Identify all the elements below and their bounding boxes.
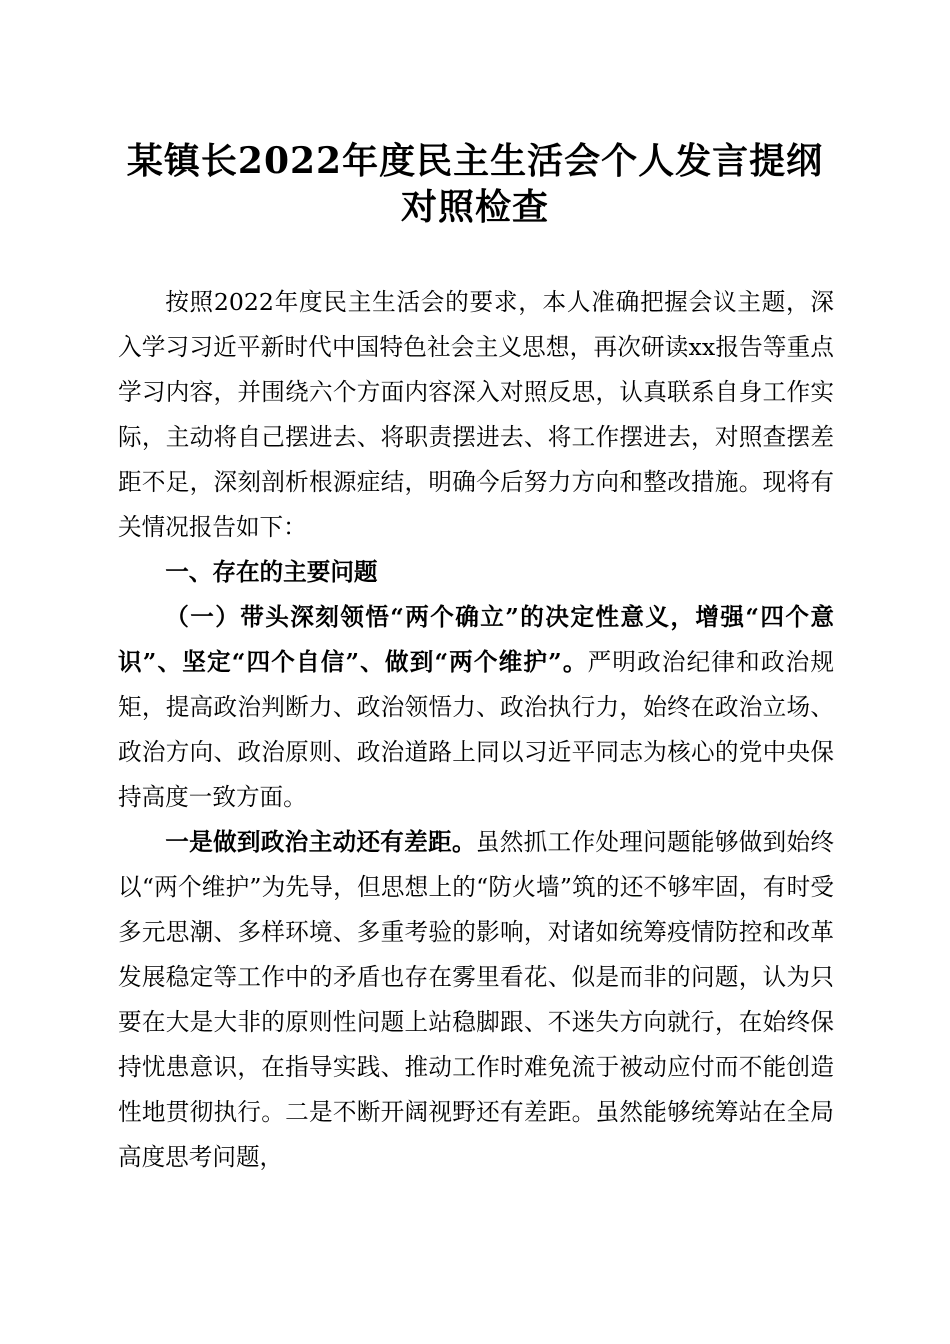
subsection-paragraph <box>118 595 834 820</box>
point2-text: 虽然能够统筹站在全局高度思考问题， <box>118 1098 835 1171</box>
point-paragraph <box>118 820 834 1180</box>
subsection-text: 严明政治纪律和政治规矩，提高政治判断力、政治领悟力、政治执行力，始终在政治立场、政治方向、政治原则、政治道路上同以习近平同志为核心的党中央保持高度一致方面。 <box>118 648 835 811</box>
point2-lead: 二是不断开阔视野还有差距。 <box>285 1098 596 1126</box>
document-body <box>118 280 834 1180</box>
intro-paragraph: 按照2022年度民主生活会的要求，本人准确把握会议主题，深入学习习近平新时代中国特色社会主义思想，再次研读xx报告等重点学习内容，并围绕六个方面内容深入对照反思，认真联系自身工作实际，主动将自己摆进去、将职责摆进去、将工作摆进去，对照查摆差距不足，深刻剖析根源症结，明确今后努力方向和整改措施。现将有关情况报告如下： <box>118 288 834 541</box>
section-heading: 一、存在的主要问题 <box>165 558 378 586</box>
subsection-heading: （一）带头深刻领悟“两个确立”的决定性意义，增强“四个意识”、坚定“四个自信”、做到“两个维护”。 <box>118 603 834 676</box>
point1-lead: 一是做到政治主动还有差距。 <box>165 828 476 856</box>
point1-text: 虽然抓工作处理问题能够做到始终以“两个维护”为先导，但思想上的“防火墙”筑的还不够牢固，有时受多元思潮、多样环境、多重考验的影响，对诸如统筹疫情防控和改革发展稳定等工作中的矛盾也存在雾里看花、似是而非的问题，认为只要在大是大非的原则性问题上站稳脚跟、不迷失方向就行，在始终保持忧患意识，在指导实践、推动工作时难免流于被动应付而不能创造性地贯彻执行。 <box>118 828 835 1126</box>
document-title: 某镇长2022年度民主生活会个人发言提纲对照检查 <box>126 140 824 228</box>
